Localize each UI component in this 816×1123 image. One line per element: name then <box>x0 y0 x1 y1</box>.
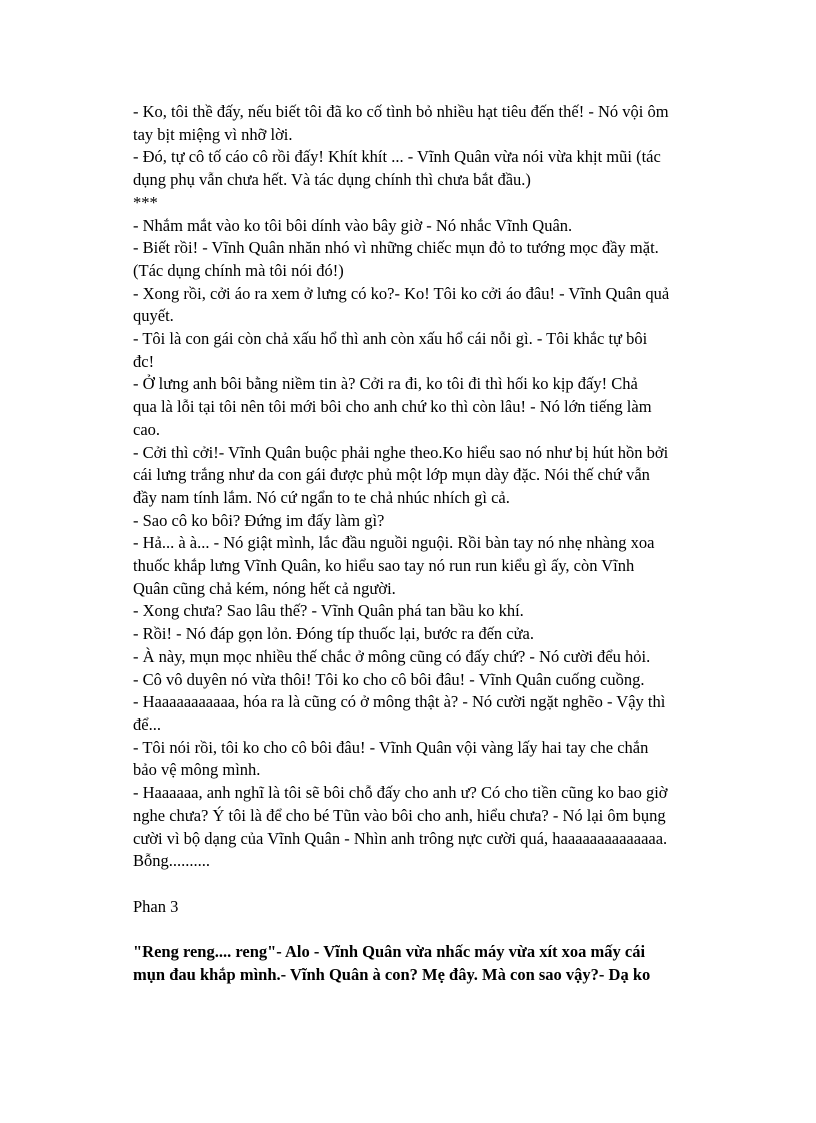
text-line: - Biết rồi! - Vĩnh Quân nhăn nhó vì những chiếc mụn đỏ to tướng mọc đầy mặt. <box>133 238 659 258</box>
text-line: - Rồi! - Nó đáp gọn lỏn. Đóng típ thuốc lại, bước ra đến cửa. <box>133 624 534 644</box>
text-line: - Hả... à à... - Nó giật mình, lắc đầu nguồi nguội. Rồi bàn tay nó nhẹ nhàng xoa <box>133 533 655 553</box>
text-line: nghe chưa? Ý tôi là để cho bé Tũn vào bôi cho anh, hiểu chưa? - Nó lại ôm bụng <box>133 805 666 825</box>
text-line: dụng phụ vẫn chưa hết. Và tác dụng chính thì chưa bắt đầu.) <box>133 170 531 190</box>
text-line: qua là lỗi tại tôi nên tôi mới bôi cho anh chứ ko thì còn lâu! - Nó lớn tiếng làm <box>133 397 652 417</box>
text-line: "Reng reng.... reng"- Alo - Vĩnh Quân vừa nhấc máy vừa xít xoa mấy cái <box>133 941 646 961</box>
scene-break: *** <box>133 192 158 212</box>
text-line: - Sao cô ko bôi? Đứng im đấy làm gì? <box>133 510 385 530</box>
story-body <box>133 101 745 873</box>
text-line: để... <box>133 714 161 734</box>
text-line: cái lưng trắng như da con gái được phủ một lớp mụn dày đặc. Nói thế chứ vẫn <box>133 465 650 485</box>
section-heading-text: Phan 3 <box>133 896 179 916</box>
text-line: - Xong chưa? Sao lâu thế? - Vĩnh Quân phá tan bầu ko khí. <box>133 601 524 621</box>
section-heading <box>133 896 745 919</box>
text-line: - Ko, tôi thề đấy, nếu biết tôi đã ko cố tình bỏ nhiều hạt tiêu đến thế! - Nó vội ôm <box>133 102 669 121</box>
text-line: - Xong rồi, cởi áo ra xem ở lưng có ko?- Ko! Tôi ko cởi áo đâu! - Vĩnh Quân quả <box>133 283 670 303</box>
text-line: đc! <box>133 351 155 371</box>
text-line: - Haaaaaa, anh nghĩ là tôi sẽ bôi chỗ đấy cho anh ư? Có cho tiền cũng ko bao giờ <box>133 783 668 803</box>
text-line: - Đó, tự cô tố cáo cô rồi đấy! Khít khít ... - Vĩnh Quân vừa nói vừa khịt mũi (tác <box>133 147 661 167</box>
text-line: quyết. <box>133 306 174 326</box>
text-line: thuốc khắp lưng Vĩnh Quân, ko hiểu sao tay nó run run kiểu gì ấy, còn Vĩnh <box>133 556 635 576</box>
text-line: Bỗng.......... <box>133 851 211 871</box>
text-line: - Haaaaaaaaaaa, hóa ra là cũng có ở mông thật à? - Nó cười ngặt nghẽo - Vậy thì <box>133 692 666 712</box>
blank-line <box>133 873 745 896</box>
text-line: bảo vệ mông mình. <box>133 760 261 780</box>
text-line: - Ở lưng anh bôi bằng niềm tin à? Cởi ra đi, ko tôi đi thì hối ko kịp đấy! Chả <box>133 374 638 394</box>
text-line: - Tôi là con gái còn chả xấu hổ thì anh còn xấu hổ cái nỗi gì. - Tôi khắc tự bôi <box>133 329 648 349</box>
text-line: - Cởi thì cởi!- Vĩnh Quân buộc phải nghe theo.Ko hiểu sao nó như bị hút hồn bởi <box>133 442 669 462</box>
text-line: cao. <box>133 419 161 439</box>
text-line: - Tôi nói rồi, tôi ko cho cô bôi đâu! - Vĩnh Quân vội vàng lấy hai tay che chắn <box>133 737 649 757</box>
text-line: (Tác dụng chính mà tôi nói đó!) <box>133 260 344 280</box>
text-line: Quân cũng chả kém, nóng hết cả người. <box>133 578 396 598</box>
text-line: - Cô vô duyên nó vừa thôi! Tôi ko cho cô bôi đâu! - Vĩnh Quân cuống cuồng. <box>133 669 645 689</box>
text-line: - À này, mụn mọc nhiều thế chắc ở mông cũng có đấy chứ? - Nó cười đểu hỏi. <box>133 646 651 666</box>
document-page <box>133 101 745 986</box>
text-line: cười vì bộ dạng của Vĩnh Quân - Nhìn anh trông nực cười quá, haaaaaaaaaaaaaa. <box>133 828 668 848</box>
text-line: - Nhắm mắt vào ko tôi bôi dính vào bây giờ - Nó nhắc Vĩnh Quân. <box>133 215 573 235</box>
text-line: mụn đau khắp mình.- Vĩnh Quân à con? Mẹ đây. Mà con sao vậy?- Dạ ko <box>133 964 651 984</box>
text-line: đầy nam tính lắm. Nó cứ ngẩn to te chả nhúc nhích gì cả. <box>133 487 510 507</box>
text-line: tay bịt miệng vì nhỡ lời. <box>133 124 293 144</box>
bold-paragraph <box>133 941 745 986</box>
